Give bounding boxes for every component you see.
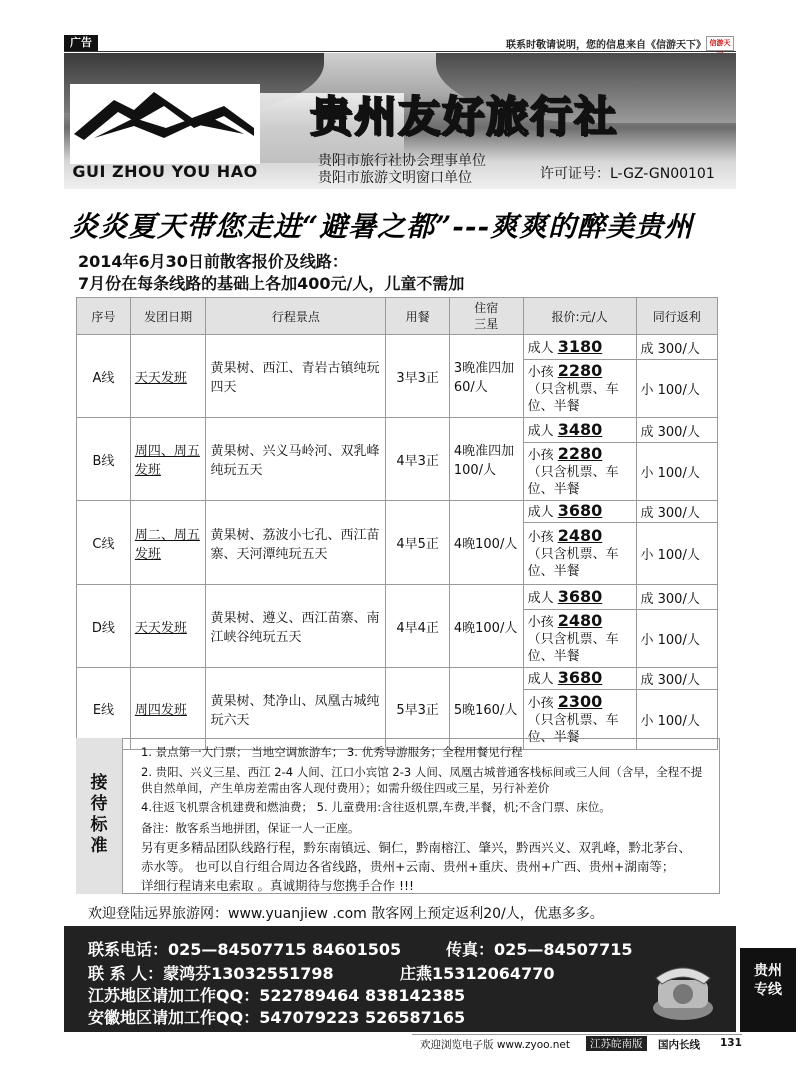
child-note: （只含机票、车位、半餐 (527, 382, 619, 414)
itinerary: 黄果树、西江、青岩古镇纯玩四天 (206, 335, 386, 418)
contact-block (64, 926, 736, 1032)
slogan: 炎炎夏天带您走进“避暑之都”---爽爽的醉美贵州 (70, 210, 694, 243)
itinerary: 黄果树、兴义马岭河、双乳峰纯玩五天 (206, 418, 386, 501)
adult-rebate: 成 300/人 (636, 501, 718, 523)
adult-price: 3480 (557, 419, 603, 439)
footer-website: 欢迎浏览电子版 www.zyoo.net (420, 1039, 570, 1051)
agency-name: 贵州友好旅行社 (310, 92, 619, 141)
child-label: 小孩 (527, 365, 554, 380)
child-note: （只含机票、车位、半餐 (527, 465, 619, 497)
route-code: E线 (77, 668, 131, 750)
website-promo: 欢迎登陆远界旅游网：www.yuanjiew .com 散客网上预定返利20/人，优惠多多。 (88, 906, 604, 922)
price-notice-1: 2014年6月30日前散客报价及线路： (78, 252, 348, 271)
child-price-cell (523, 610, 636, 668)
child-note: （只含机票、车位、半餐 (527, 547, 619, 579)
header-hotel: 住宿 三星 (449, 298, 523, 335)
adult-price-cell (523, 501, 636, 523)
table-row (77, 501, 718, 523)
note-line: 详细行程请来电索取 。真诚期待与您携手合作 !!! (141, 878, 414, 893)
table-row (77, 668, 718, 690)
header-rebate: 同行返利 (636, 298, 718, 335)
contact-phone: 联系电话：025—84507715 84601505 (88, 940, 402, 959)
child-price-cell (523, 443, 636, 501)
section-side-tab (740, 948, 796, 1032)
header-no: 序号 (77, 298, 131, 335)
itinerary: 黄果树、遵义、西江苗寨、南江峡谷纯玩五天 (206, 585, 386, 668)
departure-schedule: 周四发班 (134, 703, 187, 718)
child-price: 2300 (557, 692, 603, 711)
footer-edition: 江苏皖南版 (586, 1036, 647, 1051)
child-label: 小孩 (527, 615, 554, 630)
child-label: 小孩 (527, 448, 554, 463)
source-note: 联系时敬请说明，您的信息来自《信游天下》 (506, 40, 706, 51)
page-footer (412, 1034, 742, 1053)
note-line: 另有更多精品团队线路行程，黔东南镇远、铜仁，黔南榕江、肇兴，黔西兴义、双乳峰，黔北茅台、 (141, 840, 692, 855)
association-line-2: 贵阳市旅游文明窗口单位 (318, 170, 472, 186)
note-line: 1. 景点第一大门票； 当地空调旅游车； 3. 优秀导游服务；全程用餐见行程 (141, 745, 523, 759)
price-table (76, 297, 718, 750)
adult-rebate: 成 300/人 (636, 668, 718, 690)
header-price: 报价:元/人 (523, 298, 636, 335)
table-header-row (77, 298, 718, 335)
meals: 4早5正 (386, 501, 450, 585)
adult-rebate: 成 300/人 (636, 335, 718, 360)
page-number: 131 (720, 1037, 742, 1049)
hotel: 4晚准四加100/人 (449, 418, 523, 501)
association-line-1: 贵阳市旅行社协会理事单位 (318, 153, 486, 169)
adult-label: 成人 (527, 340, 554, 356)
contact-person-2: 庄燕15312064770 (400, 964, 555, 983)
meals: 4早3正 (386, 418, 450, 501)
child-price: 2280 (557, 361, 603, 380)
child-price: 2280 (557, 444, 603, 463)
hotel: 5晚160/人 (449, 668, 523, 750)
route-code: B线 (77, 418, 131, 501)
child-note: （只含机票、车位、半餐 (527, 713, 619, 745)
child-price: 2480 (557, 526, 603, 545)
child-rebate: 小 100/人 (636, 690, 718, 750)
child-label: 小孩 (527, 696, 554, 711)
route-code: C线 (77, 501, 131, 585)
departure-schedule: 天天发班 (134, 620, 187, 636)
adult-rebate: 成 300/人 (636, 585, 718, 610)
child-label: 小孩 (527, 530, 554, 545)
itinerary: 黄果树、荔波小七孔、西江苗寨、天河潭纯玩五天 (206, 501, 386, 585)
note-line: 赤水等。 也可以自行组合周边各省线路，贵州+云南、贵州+重庆、贵州+广西、贵州+湖南等； (141, 859, 675, 874)
header-date: 发团日期 (130, 298, 206, 335)
header-meal: 用餐 (386, 298, 450, 335)
child-price-cell (523, 360, 636, 418)
child-rebate: 小 100/人 (636, 443, 718, 501)
child-note: （只含机票、车位、半餐 (527, 632, 619, 664)
footer-section: 国内长线 (658, 1039, 700, 1051)
side-tab-line-1: 贵州 (754, 963, 782, 979)
contact-qq-anhui: 安徽地区请加工作QQ：547079223 526587165 (88, 1008, 466, 1027)
note-line: 2. 贵阳、兴义三星、西江 2-4 人间、江口小宾馆 2-3 人间、凤凰古城普通客栈标间或三人间（含早，全程不提 (141, 765, 703, 779)
table-row (77, 335, 718, 360)
side-tab-line-2: 专线 (754, 982, 782, 998)
reception-standard-title: 接待标准 (90, 773, 108, 856)
meals: 3早3正 (386, 335, 450, 418)
child-rebate: 小 100/人 (636, 360, 718, 418)
contact-person: 联 系 人：蒙鸿芬13032551798 (88, 964, 334, 983)
hotel: 3晚准四加60/人 (449, 335, 523, 418)
publication-logo: 信游天 (706, 36, 734, 51)
meals: 4早4正 (386, 585, 450, 668)
adult-label: 成人 (527, 423, 554, 439)
contact-fax: 传真：025—84507715 (446, 940, 633, 959)
adult-price: 3680 (557, 501, 603, 520)
note-line: 4.往返飞机票含机建费和燃油费； 5. 儿童费用:含往返机票,车费,半餐，机;不含门票、床位。 (141, 800, 611, 814)
table-row (77, 418, 718, 443)
adult-price-cell (523, 418, 636, 443)
adult-label: 成人 (527, 672, 554, 687)
mountain-logo-icon (74, 88, 254, 148)
price-notice-2: 7月份在每条线路的基础上各加400元/人，儿童不需加 (78, 274, 465, 293)
note-line: 备注：散客系当地拼团，保证一人一正座。 (141, 821, 360, 835)
meals: 5早3正 (386, 668, 450, 750)
departure-schedule: 天天发班 (134, 370, 187, 386)
child-price-cell (523, 523, 636, 585)
adult-price-cell (523, 585, 636, 610)
child-rebate: 小 100/人 (636, 610, 718, 668)
route-code: D线 (77, 585, 131, 668)
table-row (77, 585, 718, 610)
hotel: 4晚100/人 (449, 585, 523, 668)
child-price: 2480 (557, 611, 603, 630)
ad-label: 广告 (64, 35, 98, 51)
adult-price-cell (523, 668, 636, 690)
hotel: 4晚100/人 (449, 501, 523, 585)
adult-label: 成人 (527, 505, 554, 520)
adult-price: 3680 (557, 668, 603, 687)
child-rebate: 小 100/人 (636, 523, 718, 585)
telephone-icon (650, 958, 716, 1024)
agency-english-name: GUI ZHOU YOU HAO (72, 162, 258, 181)
note-line: 供自然单间，产生单房差需由客人现付费用）；如需升级住四或三星，另行补差价 (141, 781, 550, 795)
adult-price: 3180 (557, 336, 603, 356)
contact-qq-jiangsu: 江苏地区请加工作QQ：522789464 838142385 (88, 986, 466, 1005)
departure-schedule: 周二、周五发班 (134, 527, 200, 562)
adult-price: 3680 (557, 586, 603, 606)
adult-price-cell (523, 335, 636, 360)
route-code: A线 (77, 335, 131, 418)
adult-rebate: 成 300/人 (636, 418, 718, 443)
adult-label: 成人 (527, 590, 554, 606)
itinerary: 黄果树、梵净山、凤凰古城纯玩六天 (206, 668, 386, 750)
header-route: 行程景点 (206, 298, 386, 335)
license-number: 许可证号：L-GZ-GN00101 (540, 166, 715, 182)
departure-schedule: 周四、周五发班 (134, 444, 200, 478)
